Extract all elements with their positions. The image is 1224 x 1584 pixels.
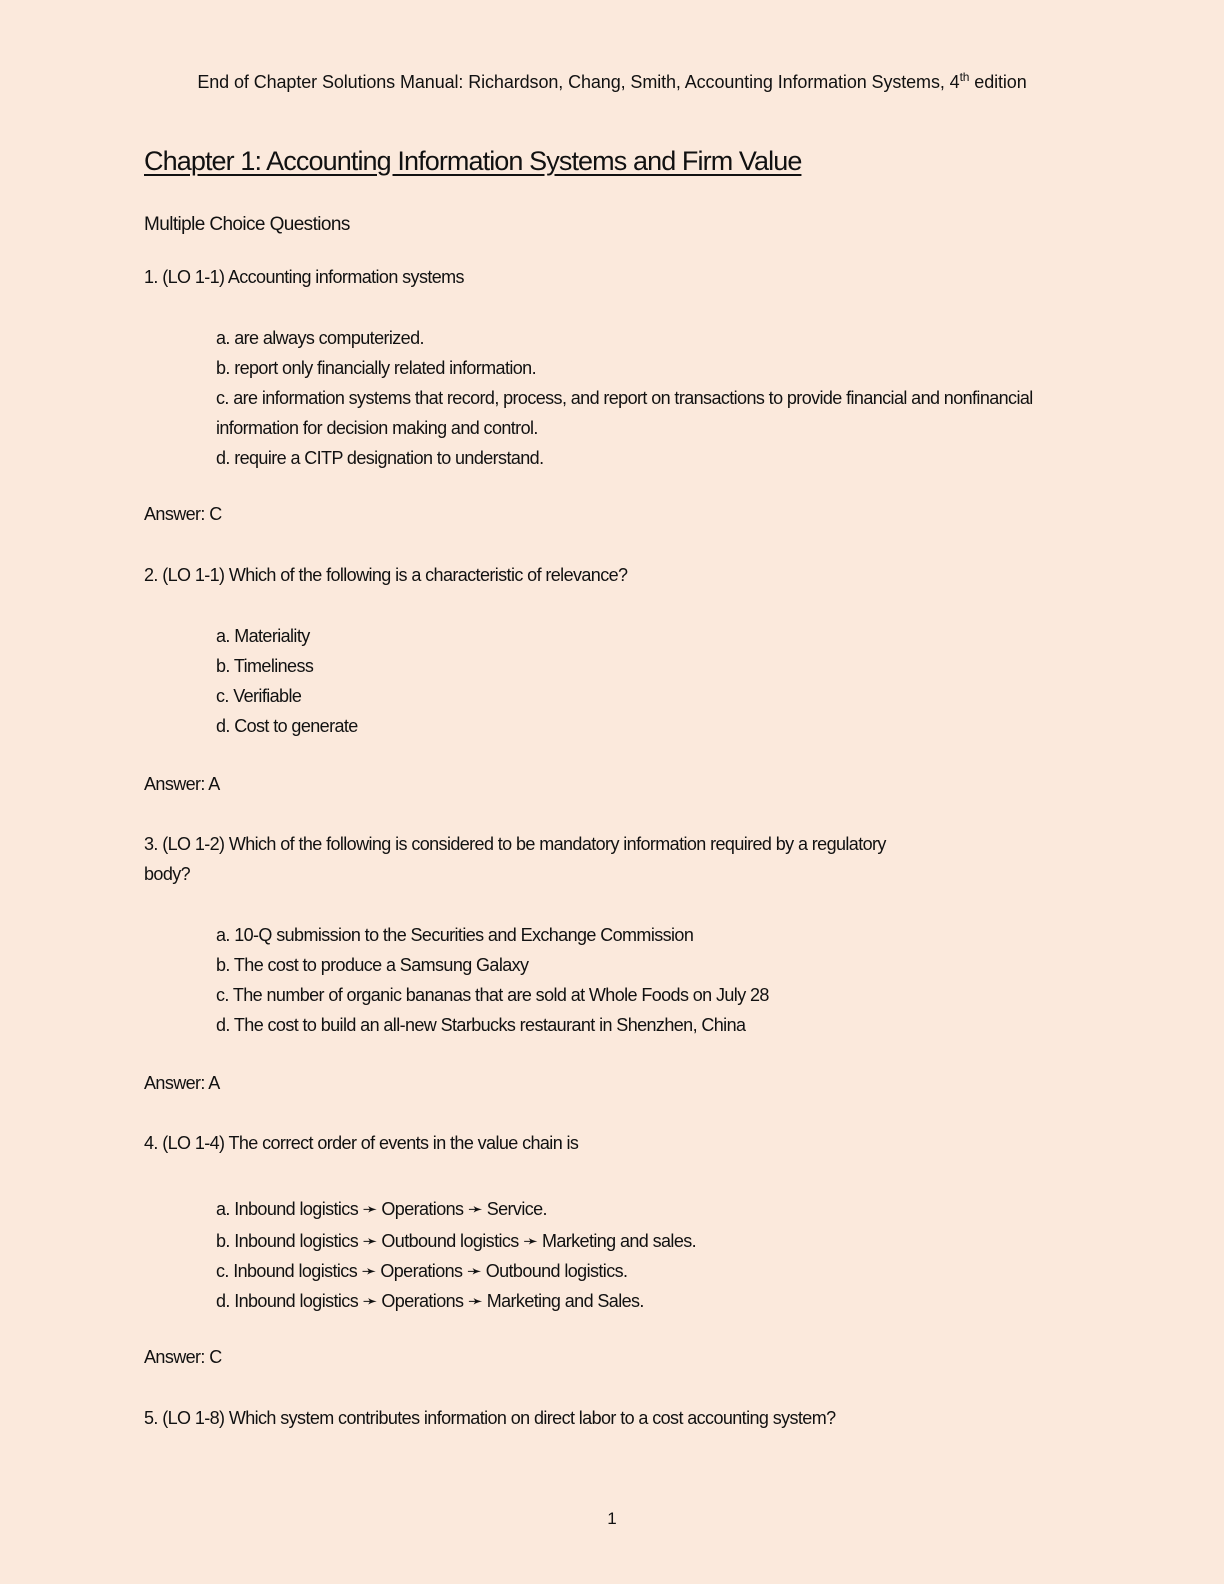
question-stem: 2. (LO 1-1) Which of the following is a characteristic of relevance? xyxy=(144,565,628,585)
option-a: a. Materiality xyxy=(216,626,310,646)
page-number: 1 xyxy=(607,1509,617,1528)
question-stem: 4. (LO 1-4) The correct order of events in the value chain is xyxy=(144,1133,579,1153)
page-content xyxy=(144,146,1044,1433)
question-stem: 3. (LO 1-2) Which of the following is considered to be mandatory information required by a regulatory body? xyxy=(144,834,886,884)
running-header-text: End of Chapter Solutions Manual: Richardson, Chang, Smith, Accounting Information Systems, 4 xyxy=(197,72,960,92)
chapter-title: Chapter 1: Accounting Information Systems and Firm Value xyxy=(144,146,802,176)
question-3 xyxy=(144,829,1044,1098)
option-b: b. report only financially related information. xyxy=(216,358,536,378)
option-d: d. Inbound logistics ➛ Operations ➛ Marketing and Sales. xyxy=(216,1291,644,1311)
option-c: c. Inbound logistics ➛ Operations ➛ Outbound logistics. xyxy=(216,1261,628,1281)
answer: Answer: C xyxy=(144,1347,222,1367)
option-b: b. Timeliness xyxy=(216,656,314,676)
option-c: c. The number of organic bananas that are sold at Whole Foods on July 28 xyxy=(216,985,769,1005)
answer: Answer: C xyxy=(144,504,222,524)
option-a: a. are always computerized. xyxy=(216,328,424,348)
question-1 xyxy=(144,262,1044,529)
running-header xyxy=(0,72,1224,93)
running-header-superscript: th xyxy=(959,70,970,84)
option-a: a. 10-Q submission to the Securities and Exchange Commission xyxy=(216,925,694,945)
option-list xyxy=(144,920,1044,1040)
question-5 xyxy=(144,1403,1044,1433)
section-title: Multiple Choice Questions xyxy=(144,214,350,235)
option-b: b. The cost to produce a Samsung Galaxy xyxy=(216,955,529,975)
option-list xyxy=(144,621,1044,741)
option-list xyxy=(144,323,1044,473)
question-4 xyxy=(144,1128,1044,1372)
running-header-suffix: edition xyxy=(969,72,1027,92)
question-2 xyxy=(144,560,1044,799)
question-stem: 1. (LO 1-1) Accounting information systems xyxy=(144,267,464,287)
answer: Answer: A xyxy=(144,774,220,794)
option-d: d. require a CITP designation to understand. xyxy=(216,448,544,468)
question-stem: 5. (LO 1-8) Which system contributes information on direct labor to a cost accounting system? xyxy=(144,1408,836,1428)
option-c: c. are information systems that record, process, and report on transactions to provide financial and nonfinancial information for decision making and control. xyxy=(216,388,1033,438)
option-list xyxy=(144,1192,1044,1316)
option-c: c. Verifiable xyxy=(216,686,302,706)
answer: Answer: A xyxy=(144,1073,220,1093)
option-b: b. Inbound logistics ➛ Outbound logistics ➛ Marketing and sales. xyxy=(216,1231,697,1251)
option-d: d. Cost to generate xyxy=(216,716,358,736)
option-a: a. Inbound logistics ➛ Operations ➛ Service. xyxy=(216,1199,547,1219)
option-d: d. The cost to build an all-new Starbucks restaurant in Shenzhen, China xyxy=(216,1015,746,1035)
